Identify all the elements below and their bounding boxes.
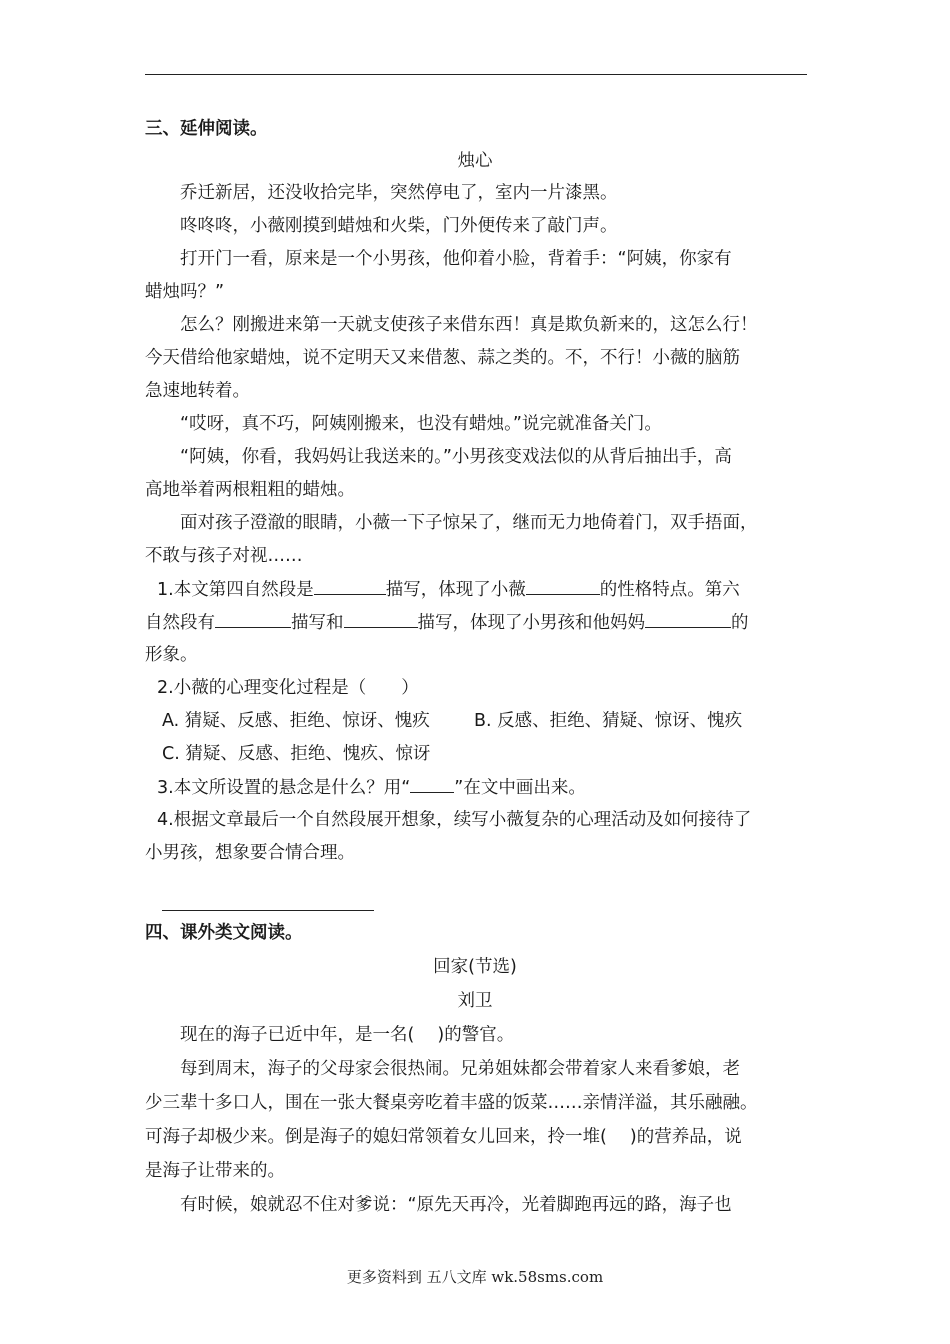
answer-line[interactable]: [162, 910, 374, 911]
story-title: 烛心: [457, 151, 493, 171]
paragraph-line: “阿姨，你看，我妈妈让我送来的。”小男孩变戏法似的从背后抽出手，高: [180, 447, 732, 467]
section3-heading: 三、延伸阅读。: [145, 119, 268, 139]
paragraph-line: 有时候，娘就忍不住对爹说：“原先天再冷，光着脚跑再远的路，海子也: [180, 1195, 732, 1215]
paragraph-line: 不敢与孩子对视……: [145, 546, 303, 566]
story-author: 刘卫: [457, 991, 493, 1011]
question-1-line1: 1.本文第四自然段是 描写，体现了小薇 的性格特点。第六: [157, 576, 740, 603]
question-4-line1: 4.根据文章最后一个自然段展开想象，续写小薇复杂的心理活动及如何接待了: [157, 810, 752, 830]
answer-blank[interactable]: [645, 609, 731, 628]
paragraph-line: 面对孩子澄澈的眼睛，小薇一下子惊呆了，继而无力地倚着门，双手捂面，: [180, 513, 758, 533]
footer-link[interactable]: 更多资料到 五八文库 wk.58sms.com: [346, 1268, 604, 1286]
paragraph-line: 高地举着两根粗粗的蜡烛。: [145, 480, 355, 500]
question-3: 3.本文所设置的悬念是什么？用“ ”在文中画出来。: [157, 774, 586, 801]
section4-heading: 四、课外类文阅读。: [145, 923, 303, 943]
answer-blank[interactable]: [314, 576, 386, 595]
paragraph-line: 是海子让带来的。: [145, 1161, 285, 1181]
paragraph-line: 怎么？刚搬进来第一天就支使孩子来借东西！真是欺负新来的，这怎么行！: [180, 315, 758, 335]
paragraph-line: 每到周末，海子的父母家会很热闹。兄弟姐妹都会带着家人来看爹娘，老: [180, 1059, 740, 1079]
answer-blank[interactable]: [215, 609, 291, 628]
story-title: 回家(节选): [433, 957, 517, 977]
paragraph-line: 可海子却极少来。倒是海子的媳妇常领着女儿回来，拎一堆( )的营养品，说: [145, 1127, 742, 1147]
paragraph-line: “哎呀，真不巧，阿姨刚搬来，也没有蜡烛。”说完就准备关门。: [180, 414, 662, 434]
answer-blank[interactable]: [526, 576, 600, 595]
paragraph-line: 急速地转着。: [145, 381, 250, 401]
paragraph-line: 打开门一看，原来是一个小男孩，他仰着小脸，背着手：“阿姨，你家有: [180, 249, 732, 269]
option-b[interactable]: B. 反感、拒绝、猜疑、惊讶、愧疚: [474, 711, 743, 731]
top-rule: [145, 74, 807, 75]
paragraph-line: 少三辈十多口人，围在一张大餐桌旁吃着丰盛的饭菜……亲情洋溢，其乐融融。: [145, 1093, 758, 1113]
question-1-line2: 自然段有 描写和 描写，体现了小男孩和他妈妈 的: [145, 609, 749, 636]
option-c[interactable]: C. 猜疑、反感、拒绝、愧疚、惊讶: [162, 744, 431, 764]
paragraph-line: 咚咚咚，小薇刚摸到蜡烛和火柴，门外便传来了敲门声。: [180, 216, 618, 236]
answer-blank[interactable]: [344, 609, 418, 628]
paragraph-line: 乔迁新居，还没收拾完毕，突然停电了，室内一片漆黑。: [180, 183, 618, 203]
underline-mark-sample: [410, 774, 454, 793]
question-4-line2: 小男孩，想象要合情合理。: [145, 843, 355, 863]
option-a[interactable]: A. 猜疑、反感、拒绝、惊讶、愧疚: [162, 711, 430, 731]
question-2-stem: 2.小薇的心理变化过程是（ ）: [157, 678, 419, 698]
paragraph-line: 蜡烛吗？”: [145, 282, 225, 302]
paragraph-line: 今天借给他家蜡烛，说不定明天又来借葱、蒜之类的。不，不行！小薇的脑筋: [145, 348, 740, 368]
question-1-line3: 形象。: [145, 645, 198, 665]
paragraph-line: 现在的海子已近中年，是一名( )的警官。: [180, 1025, 515, 1045]
